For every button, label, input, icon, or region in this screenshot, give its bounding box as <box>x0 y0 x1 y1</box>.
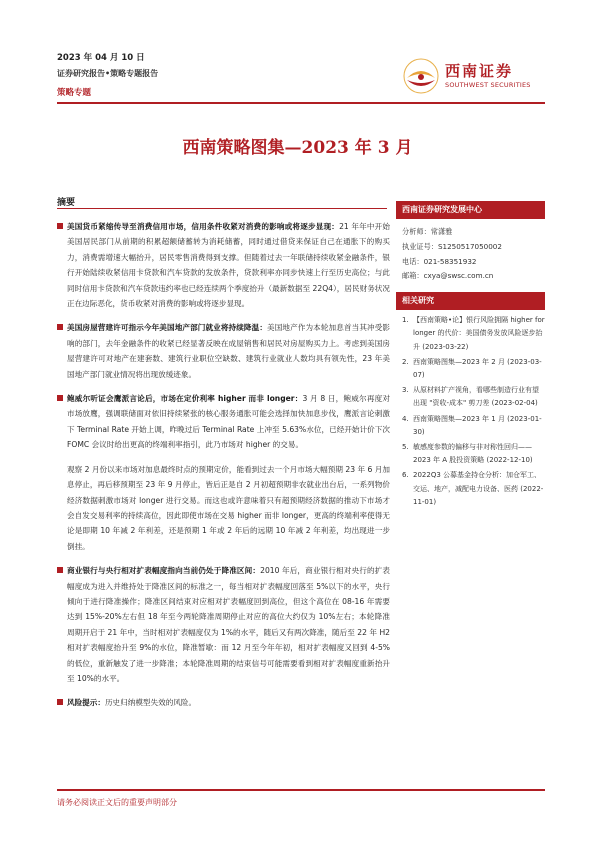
related-item[interactable] <box>402 356 545 382</box>
paragraph-text: 2010 年后，商业银行相对央行的扩表幅度成为进入并维持处于降准区间的标准之一，每当相对扩表幅度回落至 5%以下的水平，央行倾向于进行降准操作；降准区间结束对应相对扩表幅度回到高位，但这个高位在 08-16 年需要达到 15%-20%左右但 18 年至今两轮降准周期停止对应的高位大约仅为 10%左右；本轮降准周期开启于 21 年中，当时相对扩表幅度仅为 1%的水平，随后又有两次降准，随后至 22 年 H2 相对扩表幅度抬升至 9%的水位，降准暂歇：而 12 月至今年年初，相对扩表幅度又回到 4-5%的低位，重新触发了进一步降准；本轮降准周期的结束信号可能需要看到相对扩表幅度重新抬升至 10%的水平。 <box>67 566 390 683</box>
related-text: 从原材料扩产视角，看哪些制造行业有望出现 "资收-成本" 剪刀差 (2023-02-04) <box>413 386 539 408</box>
paragraph-lead: 鲍威尔听证会鹰派言论后，市场在定价利率 higher 而非 longer： <box>67 394 303 404</box>
analyst-email[interactable]: 邮箱：cxya@swsc.com.cn <box>402 271 494 281</box>
analyst-license: 执业证号：S1250517050002 <box>402 241 502 251</box>
page-title: 西南策略图集—2023 年 3 月 <box>182 138 413 158</box>
related-text: 2022Q3 公募基金持仓分析：加仓军工、交运、地产，减配电力设备、医药 (2022-11-01) <box>413 471 544 506</box>
related-num: 1. <box>402 316 409 325</box>
summary-body <box>57 219 390 720</box>
header-divider <box>57 102 545 104</box>
summary-paragraph <box>57 219 390 311</box>
related-list <box>396 310 545 509</box>
summary-paragraph <box>57 391 390 453</box>
paragraph-lead: 商业银行与央行相对扩表幅度指向当前仍处于降准区间： <box>67 566 261 576</box>
related-text: 【西南策略•论】银行风险拥隔 higher for longer 的代价：美国债务发放风险逐步抬升 (2023-03-22) <box>413 316 545 351</box>
related-num: 5. <box>402 443 409 452</box>
paragraph-text: 历史归纳模型失效的风险。 <box>104 698 197 708</box>
summary-paragraph <box>57 563 390 686</box>
paragraph-text: 美国地产作为本轮加息首当其冲受影响的部门，去年金融条件的收紧已经显著反映在成屋销售和居民对房屋购买力上。考虑到美国房屋营建许可对地产在建套数、建筑行业职位空缺数、建筑行业就业人数均具有领先性，23 年美国地产部门就业情况将出现放缓迹象。 <box>67 323 391 379</box>
analyst-phone: 电话：021-58351932 <box>402 256 477 266</box>
related-item[interactable] <box>402 469 545 509</box>
summary-divider <box>57 208 387 209</box>
sidebar <box>396 201 545 511</box>
related-text: 西南策略图集—2023 年 1 月 (2023-01-30) <box>413 414 542 436</box>
analyst-info <box>396 219 545 284</box>
related-title: 相关研究 <box>396 292 545 310</box>
risk-warning <box>57 695 390 710</box>
related-item[interactable] <box>402 314 545 354</box>
summary-heading: 摘要 <box>57 198 76 208</box>
company-logo <box>403 58 553 94</box>
paragraph-text: 观察 2 月份以来市场对加息最终时点的预期定价，能看到过去一个月市场大幅预期 23 年 6 月加息停止，再后移预期至 23 年 9 月停止，皆后正是自 2 月初超预期非农就业出台后，一系列物价经济数据刺激市场对 longer 进行交易。而这也或许意味着只有超预期经济数据的推动下市场才会自发交易利率的持续高位，因此即使市场在交易 higher 而非 longer，更高的终端利率使得无论是即期 10 年减 2 年利差，还是预期 1 年或 2 年后的远期 10 年减 2 年利差，均出现进一步倒挂。 <box>67 464 390 551</box>
related-text: 敏感度参数的偏移与非对称性回归——2023 年 A 股投资策略 (2022-12-10) <box>413 443 533 465</box>
summary-paragraph <box>57 462 390 554</box>
logo-mark-icon <box>403 58 439 94</box>
analyst-name: 分析师：常潇雅 <box>402 227 453 236</box>
logo-name-cn: 西南证券 <box>445 62 514 80</box>
related-item[interactable] <box>402 441 545 467</box>
related-text: 西南策略图集—2023 年 2 月 (2023-03-07) <box>413 357 542 379</box>
footer-disclaimer: 请务必阅读正文后的重要声明部分 <box>57 798 177 807</box>
summary-paragraph <box>57 320 390 382</box>
logo-name-en: SOUTHWEST SECURITIES <box>445 81 531 89</box>
paragraph-lead: 美国房屋营建许可指示今年美国地产部门就业将持续降温： <box>67 323 268 333</box>
related-item[interactable] <box>402 413 545 439</box>
team-title: 西南证券研究发展中心 <box>396 201 545 219</box>
paragraph-lead: 风险提示： <box>67 698 105 708</box>
related-item[interactable] <box>402 384 545 410</box>
related-num: 4. <box>402 414 409 423</box>
report-type: 证券研究报告•策略专题报告 <box>57 69 159 78</box>
paragraph-lead: 美国货币紧缩传导至消费信用市场，信用条件收紧对消费的影响或将逐步显现： <box>67 222 340 231</box>
report-subtitle: 策略专题 <box>57 88 92 98</box>
report-date: 2023 年 04 月 10 日 <box>57 53 145 63</box>
related-num: 6. <box>402 471 409 480</box>
footer-divider <box>57 789 545 791</box>
related-num: 3. <box>402 386 409 395</box>
paragraph-text: 21 年年中开始美国居民部门从前期的积累超额储蓄转为消耗储蓄，同时通过借贷来保证自己在通胀下的购买力，消费需增速大幅抬升，居民零售消费得到支撑。但随着过去一年联储持续收紧金融条件，银行开始陆续收紧信用卡贷款和汽车贷款的发放条件，贷款利率亦同步快速上行至历史高位；与此同时信用卡贷款和汽车贷款违约率也已经连续两个季度抬升（最新数据至 22Q4），居民财务状况正在边际恶化，货币收紧对消费的影响或将逐步显现。 <box>67 222 391 309</box>
paragraph-text: 3 月 8 日，鲍威尔再度对市场放鹰，强调联储面对依旧持续紧张的核心服务通胀可能会选择加快加息步伐，鹰派言论刺激下 Terminal Rate 开始上调，昨晚过后 Terminal Rate 上冲至 5.63%水位，已经开始计价下次 FOMC 会议时给出更高的终端利率指引，此乃市场对 higher 的交易。 <box>67 394 391 450</box>
related-num: 2. <box>402 357 409 366</box>
